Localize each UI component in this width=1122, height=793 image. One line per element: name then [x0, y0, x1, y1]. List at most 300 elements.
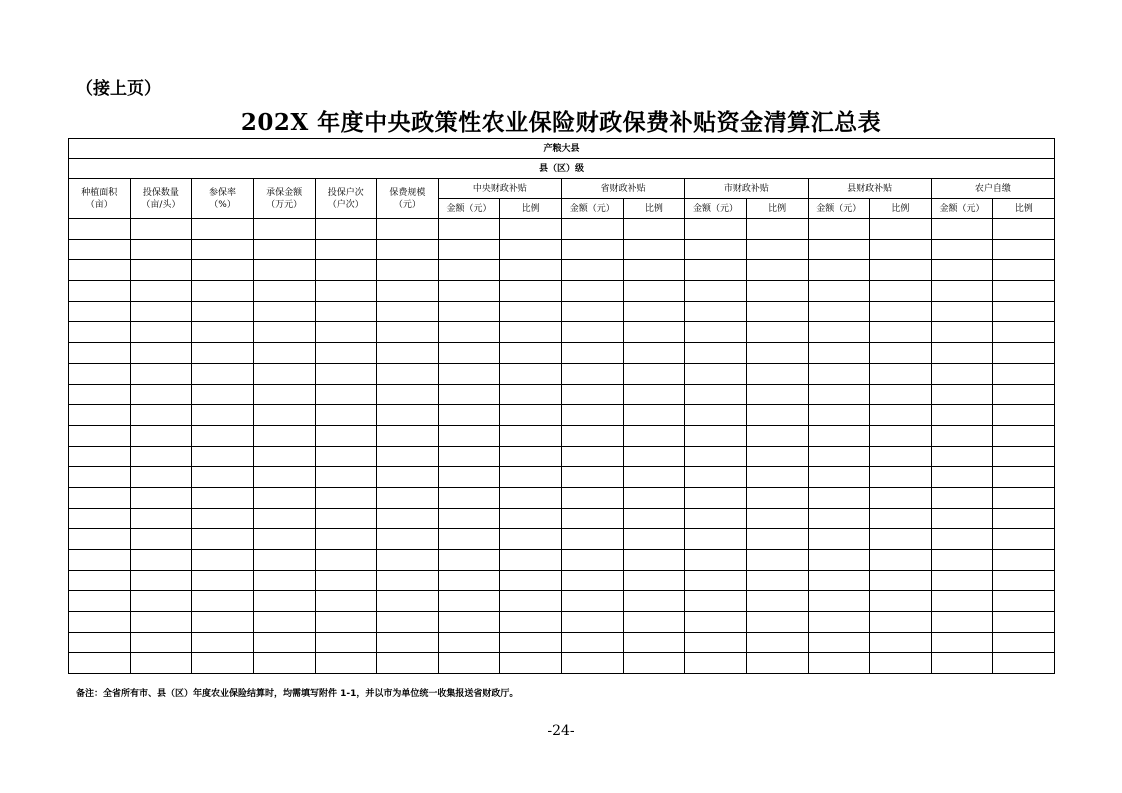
- table-cell[interactable]: [993, 322, 1055, 343]
- table-cell[interactable]: [253, 363, 315, 384]
- table-cell[interactable]: [746, 467, 808, 488]
- table-cell[interactable]: [253, 260, 315, 281]
- table-cell[interactable]: [500, 384, 562, 405]
- table-cell[interactable]: [438, 281, 500, 302]
- table-cell[interactable]: [69, 343, 131, 364]
- table-cell[interactable]: [808, 343, 870, 364]
- table-cell[interactable]: [993, 219, 1055, 240]
- table-cell[interactable]: [438, 384, 500, 405]
- table-cell[interactable]: [562, 632, 624, 653]
- table-cell[interactable]: [69, 363, 131, 384]
- table-cell[interactable]: [931, 343, 993, 364]
- table-cell[interactable]: [377, 343, 439, 364]
- table-cell[interactable]: [993, 612, 1055, 633]
- table-cell[interactable]: [746, 550, 808, 571]
- table-cell[interactable]: [746, 446, 808, 467]
- table-cell[interactable]: [685, 219, 747, 240]
- table-cell[interactable]: [69, 632, 131, 653]
- table-cell[interactable]: [315, 612, 377, 633]
- table-cell[interactable]: [192, 446, 254, 467]
- table-cell[interactable]: [315, 653, 377, 674]
- table-cell[interactable]: [746, 260, 808, 281]
- table-cell[interactable]: [192, 363, 254, 384]
- table-cell[interactable]: [377, 632, 439, 653]
- table-cell[interactable]: [69, 508, 131, 529]
- table-cell[interactable]: [685, 632, 747, 653]
- table-cell[interactable]: [685, 239, 747, 260]
- table-cell[interactable]: [562, 550, 624, 571]
- table-cell[interactable]: [562, 487, 624, 508]
- table-cell[interactable]: [993, 632, 1055, 653]
- table-cell[interactable]: [870, 219, 932, 240]
- table-cell[interactable]: [192, 301, 254, 322]
- table-cell[interactable]: [931, 508, 993, 529]
- table-cell[interactable]: [623, 405, 685, 426]
- table-cell[interactable]: [377, 322, 439, 343]
- table-cell[interactable]: [808, 239, 870, 260]
- table-cell[interactable]: [130, 653, 192, 674]
- table-cell[interactable]: [500, 570, 562, 591]
- table-cell[interactable]: [130, 301, 192, 322]
- table-cell[interactable]: [130, 487, 192, 508]
- table-cell[interactable]: [192, 281, 254, 302]
- table-cell[interactable]: [562, 219, 624, 240]
- table-cell[interactable]: [130, 281, 192, 302]
- table-cell[interactable]: [192, 405, 254, 426]
- table-cell[interactable]: [192, 322, 254, 343]
- table-cell[interactable]: [623, 570, 685, 591]
- table-cell[interactable]: [562, 363, 624, 384]
- table-cell[interactable]: [931, 529, 993, 550]
- table-cell[interactable]: [315, 322, 377, 343]
- table-cell[interactable]: [623, 446, 685, 467]
- table-cell[interactable]: [685, 529, 747, 550]
- table-cell[interactable]: [253, 281, 315, 302]
- table-cell[interactable]: [253, 487, 315, 508]
- table-cell[interactable]: [438, 219, 500, 240]
- table-cell[interactable]: [746, 239, 808, 260]
- table-cell[interactable]: [500, 487, 562, 508]
- table-cell[interactable]: [192, 239, 254, 260]
- table-cell[interactable]: [315, 487, 377, 508]
- table-cell[interactable]: [870, 591, 932, 612]
- table-cell[interactable]: [315, 591, 377, 612]
- table-cell[interactable]: [253, 591, 315, 612]
- table-cell[interactable]: [377, 487, 439, 508]
- table-cell[interactable]: [315, 219, 377, 240]
- table-cell[interactable]: [377, 425, 439, 446]
- table-cell[interactable]: [746, 301, 808, 322]
- table-cell[interactable]: [993, 529, 1055, 550]
- table-cell[interactable]: [438, 529, 500, 550]
- table-cell[interactable]: [69, 281, 131, 302]
- table-cell[interactable]: [562, 384, 624, 405]
- table-cell[interactable]: [500, 653, 562, 674]
- table-cell[interactable]: [377, 508, 439, 529]
- table-cell[interactable]: [808, 322, 870, 343]
- table-cell[interactable]: [746, 322, 808, 343]
- table-cell[interactable]: [870, 301, 932, 322]
- table-cell[interactable]: [69, 239, 131, 260]
- table-cell[interactable]: [993, 508, 1055, 529]
- table-cell[interactable]: [562, 653, 624, 674]
- table-cell[interactable]: [993, 384, 1055, 405]
- table-cell[interactable]: [500, 446, 562, 467]
- table-cell[interactable]: [931, 550, 993, 571]
- table-cell[interactable]: [377, 363, 439, 384]
- table-cell[interactable]: [685, 570, 747, 591]
- table-cell[interactable]: [993, 405, 1055, 426]
- table-cell[interactable]: [746, 570, 808, 591]
- table-cell[interactable]: [746, 653, 808, 674]
- table-cell[interactable]: [69, 653, 131, 674]
- table-cell[interactable]: [500, 219, 562, 240]
- table-cell[interactable]: [69, 425, 131, 446]
- table-cell[interactable]: [192, 591, 254, 612]
- table-cell[interactable]: [746, 343, 808, 364]
- table-cell[interactable]: [623, 632, 685, 653]
- table-cell[interactable]: [377, 301, 439, 322]
- table-cell[interactable]: [253, 550, 315, 571]
- table-cell[interactable]: [808, 487, 870, 508]
- table-cell[interactable]: [438, 487, 500, 508]
- table-cell[interactable]: [438, 550, 500, 571]
- table-cell[interactable]: [130, 612, 192, 633]
- table-cell[interactable]: [931, 653, 993, 674]
- table-cell[interactable]: [993, 446, 1055, 467]
- table-cell[interactable]: [993, 591, 1055, 612]
- table-cell[interactable]: [500, 425, 562, 446]
- table-cell[interactable]: [623, 425, 685, 446]
- table-cell[interactable]: [931, 301, 993, 322]
- table-cell[interactable]: [623, 467, 685, 488]
- table-cell[interactable]: [315, 446, 377, 467]
- table-cell[interactable]: [623, 508, 685, 529]
- table-cell[interactable]: [377, 260, 439, 281]
- table-cell[interactable]: [69, 467, 131, 488]
- table-cell[interactable]: [623, 322, 685, 343]
- table-cell[interactable]: [623, 653, 685, 674]
- table-cell[interactable]: [253, 446, 315, 467]
- table-cell[interactable]: [685, 550, 747, 571]
- table-cell[interactable]: [377, 612, 439, 633]
- table-cell[interactable]: [870, 467, 932, 488]
- table-cell[interactable]: [931, 467, 993, 488]
- table-cell[interactable]: [808, 467, 870, 488]
- table-cell[interactable]: [993, 239, 1055, 260]
- table-cell[interactable]: [438, 260, 500, 281]
- table-cell[interactable]: [500, 612, 562, 633]
- table-cell[interactable]: [623, 281, 685, 302]
- table-cell[interactable]: [808, 591, 870, 612]
- table-cell[interactable]: [931, 591, 993, 612]
- table-cell[interactable]: [746, 219, 808, 240]
- table-cell[interactable]: [253, 632, 315, 653]
- table-cell[interactable]: [192, 425, 254, 446]
- table-cell[interactable]: [377, 446, 439, 467]
- table-cell[interactable]: [500, 529, 562, 550]
- table-cell[interactable]: [685, 363, 747, 384]
- table-cell[interactable]: [870, 239, 932, 260]
- table-cell[interactable]: [993, 363, 1055, 384]
- table-cell[interactable]: [69, 446, 131, 467]
- table-cell[interactable]: [808, 405, 870, 426]
- table-cell[interactable]: [69, 384, 131, 405]
- table-cell[interactable]: [130, 384, 192, 405]
- table-cell[interactable]: [870, 508, 932, 529]
- table-cell[interactable]: [192, 343, 254, 364]
- table-cell[interactable]: [931, 425, 993, 446]
- table-cell[interactable]: [130, 260, 192, 281]
- table-cell[interactable]: [870, 612, 932, 633]
- table-cell[interactable]: [500, 239, 562, 260]
- table-cell[interactable]: [69, 529, 131, 550]
- table-cell[interactable]: [746, 281, 808, 302]
- table-cell[interactable]: [623, 301, 685, 322]
- table-cell[interactable]: [993, 467, 1055, 488]
- table-cell[interactable]: [685, 405, 747, 426]
- table-cell[interactable]: [562, 446, 624, 467]
- table-cell[interactable]: [993, 425, 1055, 446]
- table-cell[interactable]: [377, 405, 439, 426]
- table-cell[interactable]: [500, 550, 562, 571]
- table-cell[interactable]: [253, 467, 315, 488]
- table-cell[interactable]: [377, 591, 439, 612]
- table-cell[interactable]: [870, 550, 932, 571]
- table-cell[interactable]: [746, 612, 808, 633]
- table-cell[interactable]: [623, 219, 685, 240]
- table-cell[interactable]: [808, 612, 870, 633]
- table-cell[interactable]: [500, 301, 562, 322]
- table-cell[interactable]: [931, 239, 993, 260]
- table-cell[interactable]: [870, 384, 932, 405]
- table-cell[interactable]: [192, 653, 254, 674]
- table-cell[interactable]: [993, 550, 1055, 571]
- table-cell[interactable]: [130, 508, 192, 529]
- table-cell[interactable]: [808, 425, 870, 446]
- table-cell[interactable]: [931, 281, 993, 302]
- table-cell[interactable]: [192, 612, 254, 633]
- table-cell[interactable]: [192, 508, 254, 529]
- table-cell[interactable]: [562, 467, 624, 488]
- table-cell[interactable]: [69, 550, 131, 571]
- table-cell[interactable]: [870, 281, 932, 302]
- table-cell[interactable]: [253, 508, 315, 529]
- table-cell[interactable]: [130, 632, 192, 653]
- table-cell[interactable]: [993, 301, 1055, 322]
- table-cell[interactable]: [377, 239, 439, 260]
- table-cell[interactable]: [685, 260, 747, 281]
- table-cell[interactable]: [500, 591, 562, 612]
- table-cell[interactable]: [438, 322, 500, 343]
- table-cell[interactable]: [438, 363, 500, 384]
- table-cell[interactable]: [623, 612, 685, 633]
- table-cell[interactable]: [315, 425, 377, 446]
- table-cell[interactable]: [130, 467, 192, 488]
- table-cell[interactable]: [562, 405, 624, 426]
- table-cell[interactable]: [500, 260, 562, 281]
- table-cell[interactable]: [562, 529, 624, 550]
- table-cell[interactable]: [746, 487, 808, 508]
- table-cell[interactable]: [192, 487, 254, 508]
- table-cell[interactable]: [500, 363, 562, 384]
- table-cell[interactable]: [562, 591, 624, 612]
- table-cell[interactable]: [500, 508, 562, 529]
- table-cell[interactable]: [685, 384, 747, 405]
- table-cell[interactable]: [562, 612, 624, 633]
- table-cell[interactable]: [500, 343, 562, 364]
- table-cell[interactable]: [870, 529, 932, 550]
- table-cell[interactable]: [623, 529, 685, 550]
- table-cell[interactable]: [931, 322, 993, 343]
- table-cell[interactable]: [253, 405, 315, 426]
- table-cell[interactable]: [69, 487, 131, 508]
- table-cell[interactable]: [931, 384, 993, 405]
- table-cell[interactable]: [808, 384, 870, 405]
- table-cell[interactable]: [993, 570, 1055, 591]
- table-cell[interactable]: [685, 301, 747, 322]
- table-cell[interactable]: [808, 363, 870, 384]
- table-cell[interactable]: [377, 529, 439, 550]
- table-cell[interactable]: [870, 570, 932, 591]
- table-cell[interactable]: [746, 632, 808, 653]
- table-cell[interactable]: [315, 467, 377, 488]
- table-cell[interactable]: [130, 591, 192, 612]
- table-cell[interactable]: [500, 467, 562, 488]
- table-cell[interactable]: [808, 219, 870, 240]
- table-cell[interactable]: [870, 653, 932, 674]
- table-cell[interactable]: [192, 570, 254, 591]
- table-cell[interactable]: [69, 570, 131, 591]
- table-cell[interactable]: [993, 487, 1055, 508]
- table-cell[interactable]: [315, 239, 377, 260]
- table-cell[interactable]: [562, 301, 624, 322]
- table-cell[interactable]: [315, 260, 377, 281]
- table-cell[interactable]: [377, 281, 439, 302]
- table-cell[interactable]: [685, 612, 747, 633]
- table-cell[interactable]: [438, 425, 500, 446]
- table-cell[interactable]: [870, 487, 932, 508]
- table-cell[interactable]: [377, 219, 439, 240]
- table-cell[interactable]: [562, 239, 624, 260]
- table-cell[interactable]: [192, 632, 254, 653]
- table-cell[interactable]: [685, 487, 747, 508]
- table-cell[interactable]: [315, 363, 377, 384]
- table-cell[interactable]: [315, 570, 377, 591]
- table-cell[interactable]: [808, 570, 870, 591]
- table-cell[interactable]: [438, 301, 500, 322]
- table-cell[interactable]: [253, 384, 315, 405]
- table-cell[interactable]: [562, 322, 624, 343]
- table-cell[interactable]: [931, 487, 993, 508]
- table-cell[interactable]: [931, 363, 993, 384]
- table-cell[interactable]: [746, 591, 808, 612]
- table-cell[interactable]: [130, 550, 192, 571]
- table-cell[interactable]: [870, 446, 932, 467]
- table-cell[interactable]: [130, 570, 192, 591]
- table-cell[interactable]: [253, 612, 315, 633]
- table-cell[interactable]: [130, 343, 192, 364]
- table-cell[interactable]: [685, 446, 747, 467]
- table-cell[interactable]: [130, 405, 192, 426]
- table-cell[interactable]: [130, 363, 192, 384]
- table-cell[interactable]: [870, 632, 932, 653]
- table-cell[interactable]: [808, 653, 870, 674]
- table-cell[interactable]: [500, 632, 562, 653]
- table-cell[interactable]: [253, 425, 315, 446]
- table-cell[interactable]: [130, 425, 192, 446]
- table-cell[interactable]: [870, 363, 932, 384]
- table-cell[interactable]: [685, 591, 747, 612]
- table-cell[interactable]: [685, 322, 747, 343]
- table-cell[interactable]: [438, 570, 500, 591]
- table-cell[interactable]: [130, 322, 192, 343]
- table-cell[interactable]: [130, 219, 192, 240]
- table-cell[interactable]: [130, 446, 192, 467]
- table-cell[interactable]: [870, 322, 932, 343]
- table-cell[interactable]: [931, 260, 993, 281]
- table-cell[interactable]: [315, 281, 377, 302]
- table-cell[interactable]: [685, 467, 747, 488]
- table-cell[interactable]: [623, 550, 685, 571]
- table-cell[interactable]: [931, 219, 993, 240]
- table-cell[interactable]: [562, 425, 624, 446]
- table-cell[interactable]: [993, 260, 1055, 281]
- table-cell[interactable]: [253, 239, 315, 260]
- table-cell[interactable]: [623, 260, 685, 281]
- table-cell[interactable]: [377, 653, 439, 674]
- table-cell[interactable]: [438, 446, 500, 467]
- table-cell[interactable]: [685, 508, 747, 529]
- table-cell[interactable]: [130, 529, 192, 550]
- table-cell[interactable]: [438, 591, 500, 612]
- table-cell[interactable]: [438, 653, 500, 674]
- table-cell[interactable]: [438, 343, 500, 364]
- table-cell[interactable]: [438, 508, 500, 529]
- table-cell[interactable]: [685, 653, 747, 674]
- table-cell[interactable]: [870, 343, 932, 364]
- table-cell[interactable]: [623, 363, 685, 384]
- table-cell[interactable]: [315, 550, 377, 571]
- table-cell[interactable]: [808, 529, 870, 550]
- table-cell[interactable]: [253, 301, 315, 322]
- table-cell[interactable]: [562, 343, 624, 364]
- table-cell[interactable]: [192, 467, 254, 488]
- table-cell[interactable]: [562, 281, 624, 302]
- table-cell[interactable]: [500, 281, 562, 302]
- table-cell[interactable]: [253, 653, 315, 674]
- table-cell[interactable]: [808, 260, 870, 281]
- table-cell[interactable]: [685, 425, 747, 446]
- table-cell[interactable]: [685, 343, 747, 364]
- table-cell[interactable]: [623, 239, 685, 260]
- table-cell[interactable]: [623, 343, 685, 364]
- table-cell[interactable]: [870, 260, 932, 281]
- table-cell[interactable]: [253, 529, 315, 550]
- table-cell[interactable]: [69, 219, 131, 240]
- table-cell[interactable]: [253, 219, 315, 240]
- table-cell[interactable]: [315, 343, 377, 364]
- table-cell[interactable]: [315, 529, 377, 550]
- table-cell[interactable]: [192, 219, 254, 240]
- table-cell[interactable]: [993, 281, 1055, 302]
- table-cell[interactable]: [808, 632, 870, 653]
- table-cell[interactable]: [315, 384, 377, 405]
- table-cell[interactable]: [685, 281, 747, 302]
- table-cell[interactable]: [870, 405, 932, 426]
- table-cell[interactable]: [808, 281, 870, 302]
- table-cell[interactable]: [69, 301, 131, 322]
